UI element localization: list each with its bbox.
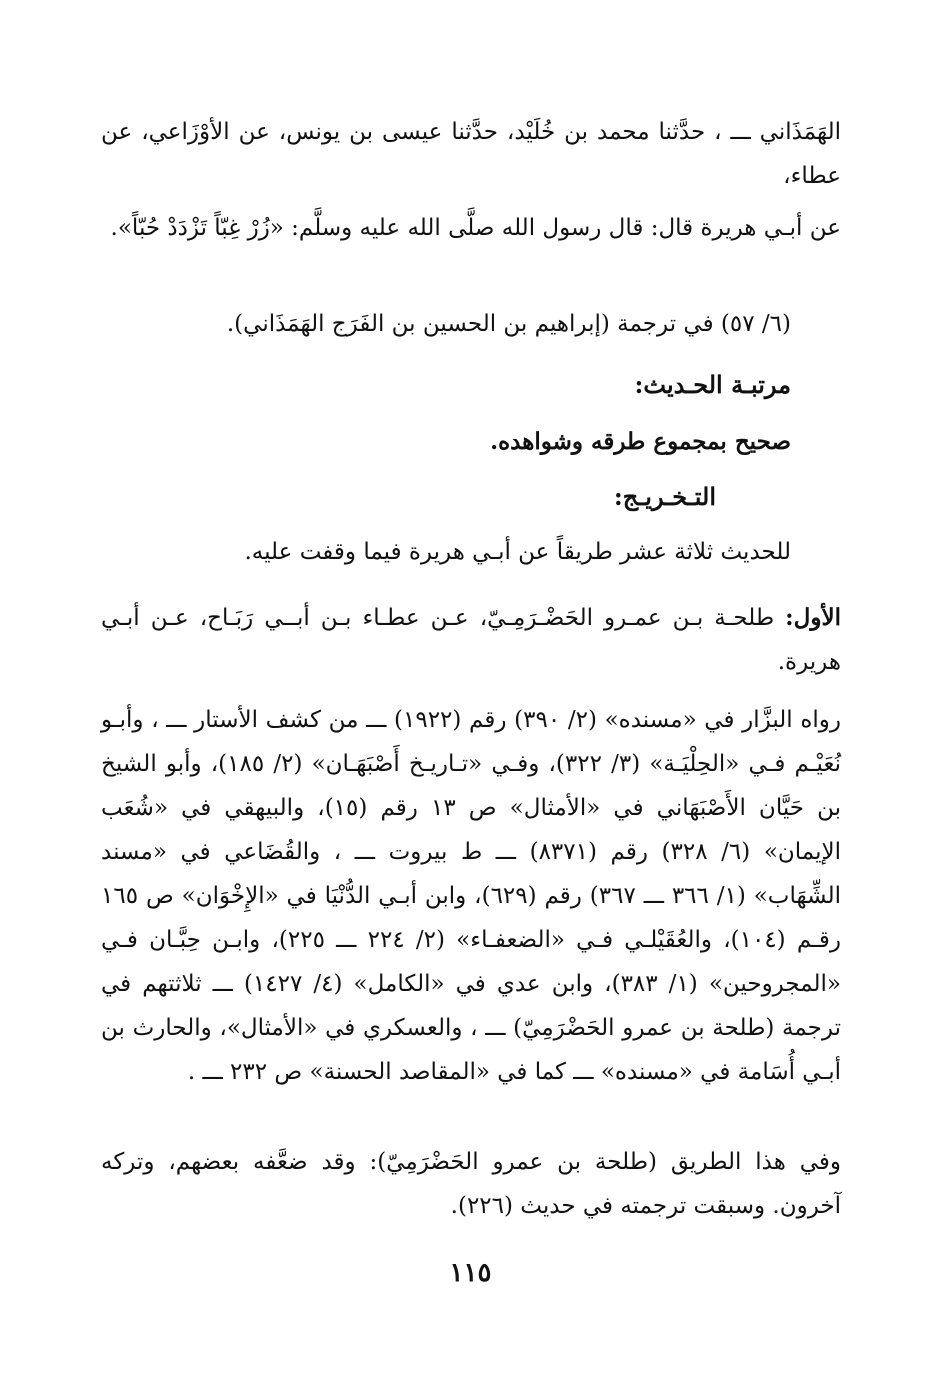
paragraph-hadith-text: عن أبـي هريرة قال: قال رسول الله صلَّى الله عليه وسلَّم: «زُرْ غِبّاً تَزْدَدْ حُبّاً».: [110, 215, 841, 241]
paragraph-grade: صحيح بمجموع طرقه وشواهده.: [490, 428, 791, 455]
paragraph-chain-of-narrators: الهَمَذَاني ـــ ، حدَّثنا محمد بن خُلَيْد، حدَّثنا عيسى بن يونس، عن الأوْزَاعي، عن عطاء،: [101, 119, 841, 189]
heading-takhrij: التـخـريـج:: [613, 482, 716, 511]
heading-hadith-grade: مرتبـة الحـديث:: [634, 370, 791, 399]
paragraph-source-reference: (٦/ ٥٧) في ترجمة (إبراهيم بن الحسين بن الفَرَج الهَمَذَاني).: [226, 311, 791, 337]
paragraph-paths-count: للحديث ثلاثة عشر طريقاً عن أبـي هريرة فيما وقفت عليه.: [244, 539, 791, 565]
first-path-text: طلحـة بـن عمـرو الحَضْـرَمِـيّ، عـن عطـاء بـن أبــي رَبَـاح، عـن أبـي هريرة.: [101, 605, 841, 675]
paragraph-first-path: [101, 596, 841, 684]
paragraph-sources: رواه البزَّار في «مسنده» (٢/ ٣٩٠) رقم (١٩٢٢) ـــ من كشف الأستار ـــ ، وأبـو نُعَيْـم فـي «الحِلْيَـة» (٣/ ٣٢٢)، وفـي «تـاريـخ أَصْبَهَـان» (٢/ ١٨٥)، وأبو الشيخ بن حَيَّان الأَصْبَهَاني في «الأمثال» ص ١٣ رقم (١٥)، والبيهقي في «شُعَب الإيمان» (٦/ ٣٢٨) رقم (٨٣٧١) ـــ ط بيروت ـــ ، والقُضَاعي في «مسند الشِّهَاب» (١/ ٣٦٦ ـــ ٣٦٧) رقم (٦٢٩)، وابن أبـي الدُّنْيَا في «الإِخْوَان» ص ١٦٥ رقـم (١٠٤)، والعُقَيْلـي فـي «الضعفـاء» (٢/ ٢٢٤ ـــ ٢٢٥)، وابـن حِبَّـان فـي «المجروحين» (١/ ٣٨٣)، وابن عدي في «الكامل» (٤/ ١٤٢٧) ـــ ثلاثتهم في ترجمة (طلحة بن عمرو الحَضْرَمِيّ) ـــ ، والعسكري في «الأمثال»، والحارث بن أبـي أُسَامة في «مسنده» ـــ كما في «المقاصد الحسنة» ص ٢٣٢ ـــ .: [101, 707, 842, 1085]
first-path-label: الأول:: [785, 604, 841, 631]
paragraph-path-assessment: وفي هذا الطريق (طلحة بن عمرو الحَضْرَمِيّ): وقد ضعَّفه بعضهم، وتركه آخرون. وسبقت ترجمته في حديث (٢٢٦).: [101, 1149, 841, 1219]
page-number: ١١٥: [449, 1258, 492, 1288]
